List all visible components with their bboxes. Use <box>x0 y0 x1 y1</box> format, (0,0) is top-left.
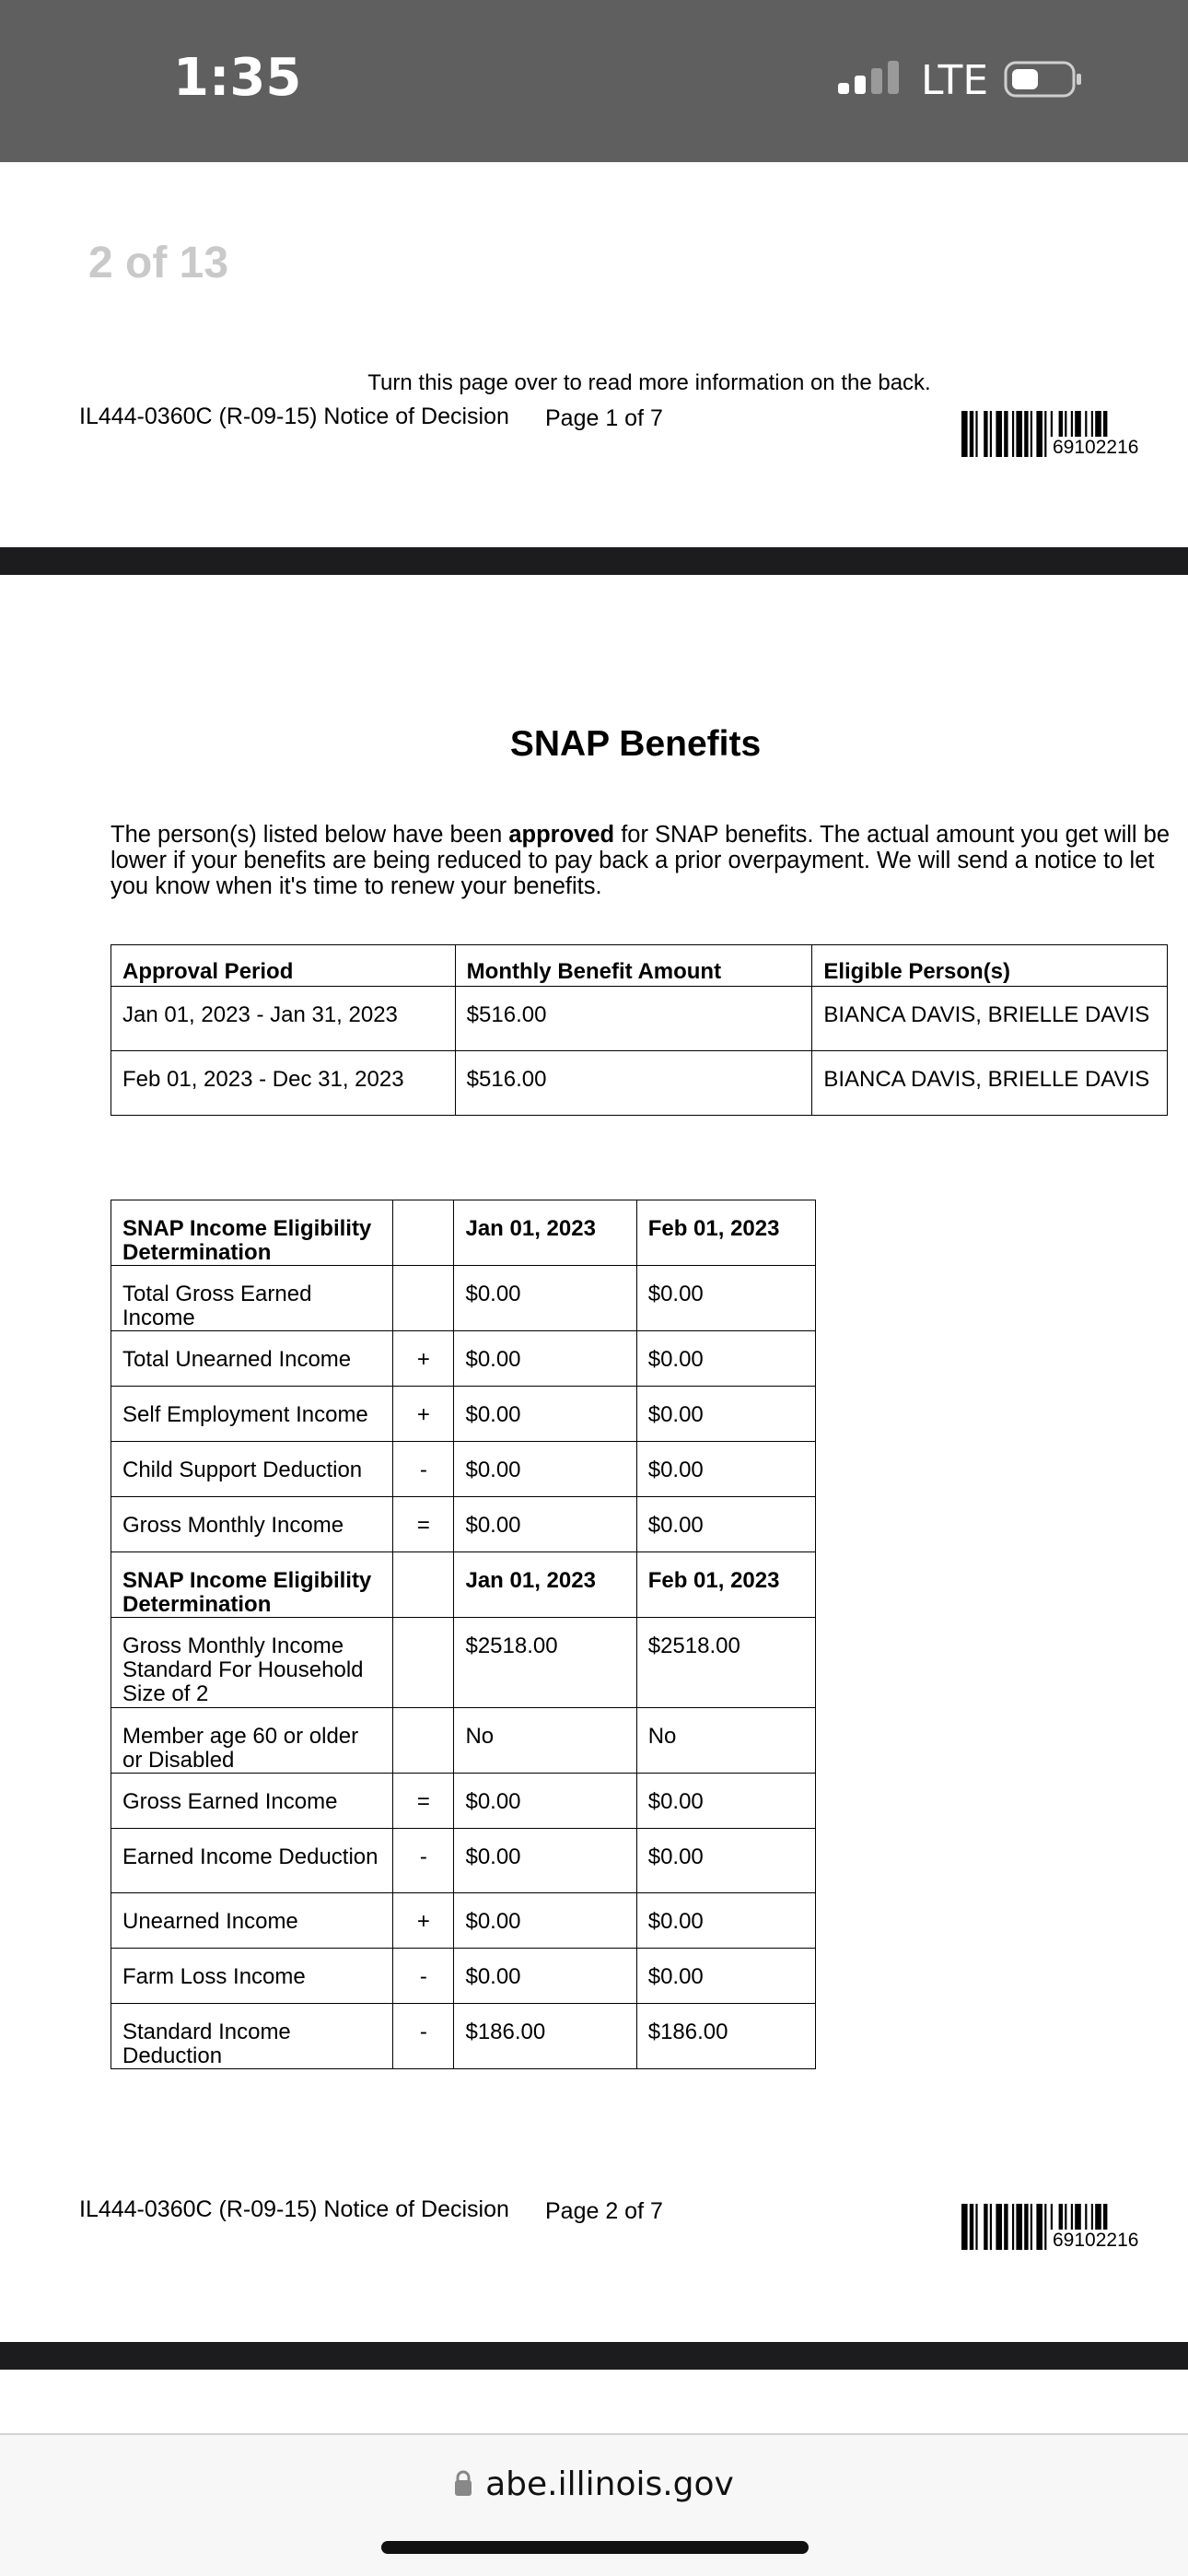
income-label: Gross Monthly Income <box>111 1497 393 1552</box>
status-bar <box>0 0 1188 162</box>
form-id: IL444-0360C (R-09-15) Notice of Decision <box>79 404 509 429</box>
income-jan-value: $0.00 <box>454 1949 636 2004</box>
income-feb-value: $0.00 <box>636 1893 815 1949</box>
income-header-row <box>111 1552 816 1618</box>
page-divider <box>0 547 1188 575</box>
url-field[interactable] <box>0 2465 1188 2503</box>
table-row <box>111 1387 816 1442</box>
eligible-persons: BIANCA DAVIS, BRIELLE DAVIS <box>812 987 1168 1051</box>
income-jan-value: $0.00 <box>454 1442 636 1497</box>
table-row <box>111 1893 816 1949</box>
approval-table <box>111 944 1168 1116</box>
page-number: Page 1 of 7 <box>545 405 663 431</box>
income-operator: + <box>393 1387 454 1442</box>
table-row <box>111 1442 816 1497</box>
income-label: Farm Loss Income <box>111 1949 393 2004</box>
income-feb-value: $0.00 <box>636 1774 815 1829</box>
income-operator: + <box>393 1893 454 1949</box>
table-row <box>111 1774 816 1829</box>
table-row <box>111 1331 816 1387</box>
income-label: Gross Monthly Income Standard For Household Size of 2 <box>111 1618 393 1708</box>
income-jan-value: $0.00 <box>454 1387 636 1442</box>
table-row <box>111 1051 1168 1116</box>
table-row <box>111 1829 816 1893</box>
income-feb-value: Feb 01, 2023 <box>636 1552 815 1618</box>
turn-page-note: Turn this page over to read more information on the back. <box>367 370 931 395</box>
income-jan-value: $2518.00 <box>454 1618 636 1708</box>
network-type: LTE <box>921 57 989 104</box>
income-label: Total Gross Earned Income <box>111 1266 393 1331</box>
income-jan-value: $186.00 <box>454 2004 636 2069</box>
intro-paragraph: The person(s) listed below have been approved for SNAP benefits. The actual amount you get will be lower if your benefits are being reduced to pay back a prior overpayment. We will send a notice to let you know when it's time to renew your benefits. <box>111 822 1171 899</box>
income-operator: + <box>393 1331 454 1387</box>
income-feb-value: $0.00 <box>636 1331 815 1387</box>
income-jan-value: $0.00 <box>454 1829 636 1893</box>
clock: 1:35 <box>173 48 302 108</box>
income-label: Self Employment Income <box>111 1387 393 1442</box>
barcode-number: 69102216 <box>1050 2230 1141 2252</box>
barcode-number: 69102216 <box>1050 437 1141 459</box>
income-label: Gross Earned Income <box>111 1774 393 1829</box>
table-row <box>111 1497 816 1552</box>
income-label: Standard Income Deduction <box>111 2004 393 2069</box>
cellular-signal-icon <box>838 61 899 101</box>
page-divider <box>0 2342 1188 2370</box>
income-jan-value: $0.00 <box>454 1497 636 1552</box>
income-label: Unearned Income <box>111 1893 393 1949</box>
table-row <box>111 987 1168 1051</box>
income-feb-value: $0.00 <box>636 1949 815 2004</box>
income-operator <box>393 1618 454 1708</box>
benefit-amount: $516.00 <box>455 987 812 1051</box>
income-operator <box>393 1552 454 1618</box>
page-number: Page 2 of 7 <box>545 2198 663 2224</box>
table-row <box>111 1949 816 2004</box>
page-indicator: 2 of 13 <box>88 239 229 287</box>
income-jan-value: No <box>454 1708 636 1774</box>
table-row <box>111 1618 816 1708</box>
table-row <box>111 2004 816 2069</box>
battery-icon <box>1004 61 1083 98</box>
address-bar[interactable] <box>0 2435 1188 2576</box>
income-jan-value: $0.00 <box>454 1266 636 1331</box>
lock-icon <box>454 2469 472 2497</box>
income-jan-value: Jan 01, 2023 <box>454 1200 636 1266</box>
income-label: Child Support Deduction <box>111 1442 393 1497</box>
income-jan-value: $0.00 <box>454 1331 636 1387</box>
header-monthly-benefit: Monthly Benefit Amount <box>455 945 812 987</box>
income-feb-value: $0.00 <box>636 1266 815 1331</box>
income-label: Earned Income Deduction <box>111 1829 393 1893</box>
income-operator: - <box>393 1949 454 2004</box>
income-feb-value: $0.00 <box>636 1829 815 1893</box>
income-jan-value: $0.00 <box>454 1774 636 1829</box>
table-row <box>111 1266 816 1331</box>
income-feb-value: No <box>636 1708 815 1774</box>
income-label: SNAP Income Eligibility Determination <box>111 1552 393 1618</box>
income-label: SNAP Income Eligibility Determination <box>111 1200 393 1266</box>
income-feb-value: $2518.00 <box>636 1618 815 1708</box>
header-approval-period: Approval Period <box>111 945 456 987</box>
benefit-amount: $516.00 <box>455 1051 812 1116</box>
approval-period: Jan 01, 2023 - Jan 31, 2023 <box>111 987 456 1051</box>
url-text: abe.illinois.gov <box>485 2465 734 2503</box>
income-feb-value: Feb 01, 2023 <box>636 1200 815 1266</box>
income-operator: - <box>393 1829 454 1893</box>
income-feb-value: $0.00 <box>636 1442 815 1497</box>
approved-emphasis: approved <box>508 822 615 848</box>
income-feb-value: $0.00 <box>636 1387 815 1442</box>
table-row <box>111 1708 816 1774</box>
approval-period: Feb 01, 2023 - Dec 31, 2023 <box>111 1051 456 1116</box>
income-operator: - <box>393 2004 454 2069</box>
income-operator <box>393 1266 454 1331</box>
income-operator: = <box>393 1497 454 1552</box>
income-header-row <box>111 1200 816 1266</box>
income-eligibility-table <box>111 1200 816 2069</box>
income-operator: = <box>393 1774 454 1829</box>
home-indicator[interactable] <box>381 2541 809 2554</box>
income-label: Total Unearned Income <box>111 1331 393 1387</box>
form-id: IL444-0360C (R-09-15) Notice of Decision <box>79 2196 509 2222</box>
page-title: SNAP Benefits <box>509 724 762 764</box>
income-feb-value: $186.00 <box>636 2004 815 2069</box>
income-operator <box>393 1200 454 1266</box>
eligible-persons: BIANCA DAVIS, BRIELLE DAVIS <box>812 1051 1168 1116</box>
income-label: Member age 60 or older or Disabled <box>111 1708 393 1774</box>
income-feb-value: $0.00 <box>636 1497 815 1552</box>
header-eligible-persons: Eligible Person(s) <box>812 945 1168 987</box>
table-header-row <box>111 945 1168 987</box>
income-jan-value: Jan 01, 2023 <box>454 1552 636 1618</box>
income-jan-value: $0.00 <box>454 1893 636 1949</box>
income-operator: - <box>393 1442 454 1497</box>
income-operator <box>393 1708 454 1774</box>
